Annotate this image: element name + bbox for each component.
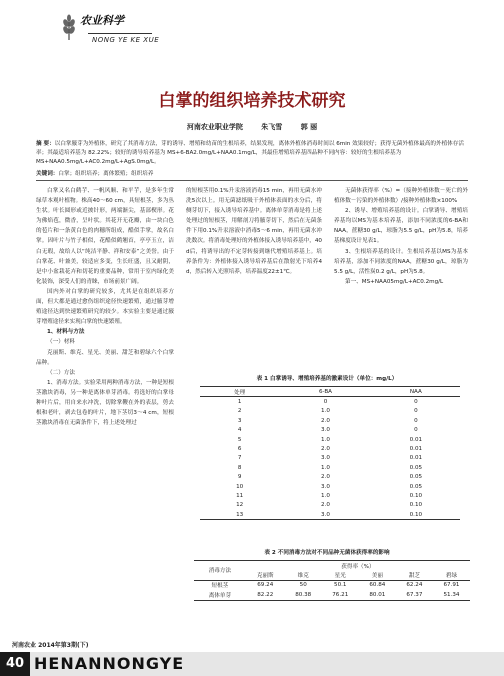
- table-cell: 1: [237, 399, 242, 406]
- table-cell: 短根茎: [211, 583, 229, 590]
- table-cell: 0.10: [409, 492, 423, 499]
- table-2-caption: 表 2 不同消毒方法对不同品种无菌体获得率的影响: [264, 550, 390, 556]
- table-header: 获得率（%）: [246, 561, 470, 571]
- table-cell: 3.0: [321, 483, 330, 490]
- table-header: 甜芝: [396, 570, 433, 580]
- table-cell: 50.1: [334, 582, 347, 589]
- wheat-icon: [60, 14, 78, 40]
- table-cell: 2.0: [321, 502, 330, 509]
- table-header: 克丽斯: [246, 570, 285, 580]
- table-cell: 10: [236, 483, 244, 490]
- subsection-heading: （一）材料: [47, 339, 75, 346]
- paragraph: 白掌又名白鹤芋、一帆风顺、和平芋，是多年生常绿草本观叶植物。株高40～60 cm，具短根茎，多为丛生状。叶长圆形或近披针形，两端渐尖，基部楔形。花为佛焰苞，微香，呈叶状。其花开无花瓣，由一块白色的苞片和一条黄白色的肉穗所组成，酷似手掌，故名白掌。因叶片与竹子相似，花酷似鹤翘首，亭亭玉立，洁白无瑕，故给人以“纯洁平静、祥和安泰”之美誉。由于白掌花、叶兼美，较适应多变，生长旺盛，且又耐阴，是中小盆栽花卉和切花的重要品种，常用于室内绿化美化装饰，深受人们的青睐，市场前景广阔。: [36, 188, 174, 285]
- author-line: [0, 122, 504, 132]
- table-cell: 2.0: [321, 474, 330, 481]
- keywords-label: 关键词：: [36, 171, 59, 177]
- table-cell: 82.22: [246, 590, 285, 600]
- table-cell: 3.0: [279, 510, 371, 520]
- table-1-caption: 表 1 白掌诱导、增殖培养基的激素设计（单位：mg/L）: [256, 376, 398, 382]
- table-row: [200, 482, 460, 491]
- table-row: [200, 501, 460, 510]
- table-cell: 60.84: [369, 582, 386, 589]
- table-cell: 0: [323, 399, 328, 406]
- table-cell: 2.0: [321, 446, 330, 453]
- table-row: [200, 491, 460, 500]
- section-name: 农业科学: [80, 14, 124, 27]
- keywords-text: 白掌；组织培养；离体繁殖；组织培养: [58, 171, 154, 177]
- table-row: [200, 416, 460, 425]
- table-cell: 7: [237, 455, 242, 462]
- paragraph: 无菌体获得率（%）=（接种外植体数－死亡的外植体数－污染的外植体数）/接种外植体数×100%: [334, 188, 468, 205]
- table-cell: 2: [237, 408, 242, 415]
- table-row: [200, 435, 460, 444]
- paragraph: 1、消毒方法。实验采用两种消毒方法，一种是短根茎激块消毒，另一种是离体单芽消毒。将选好的白掌母种叶片后，用自来水冲洗，切除掌鞭在外的表层，剪去根和老叶，剥去包卷的叶片，地下茎切3～4 cm，短根茎激块消毒在无菌条件下，将上述处理过: [36, 379, 174, 427]
- abstract-label: 摘 要：: [36, 141, 55, 147]
- table-1: [200, 386, 460, 520]
- table-cell: 0.05: [409, 483, 423, 490]
- table-cell: 1.0: [321, 464, 330, 471]
- table-header: 消毒方法: [194, 561, 246, 581]
- table-cell: 3.0: [321, 455, 330, 462]
- paragraph: 2、诱导、增殖培养基的设计。白掌诱导、增殖培养基均以MS为基本培养基，添加不同浓度的6-BA和NAA，蔗糖30 g/L，琼脂为5.5 g/L，pH为5.8，培养基梯度设计见表1。: [334, 208, 468, 245]
- table-row: [200, 473, 460, 482]
- table-cell: 3: [237, 417, 242, 424]
- table-header: 维克: [285, 570, 322, 580]
- subsection-heading: （二）方法: [47, 369, 75, 376]
- table-header: 美丽: [359, 570, 396, 580]
- table-cell: 0.05: [409, 464, 423, 471]
- table-cell: 4: [237, 427, 242, 434]
- table-cell: 5: [237, 436, 242, 443]
- table-cell: 80.01: [359, 590, 396, 600]
- table-header: 星光: [322, 570, 359, 580]
- table-cell: 50: [299, 582, 307, 589]
- column-2: [186, 186, 322, 277]
- affiliation: 河南农业职业学院: [186, 123, 243, 131]
- table-row: [200, 407, 460, 416]
- paragraph: 克丽斯、维克、星光、美丽、甜芝和碧绿六个白掌品种。: [36, 349, 174, 366]
- journal-issue: 河南农业 2014年第3期(下): [12, 642, 89, 649]
- table-cell: 11: [236, 492, 244, 499]
- table-row: [194, 580, 470, 590]
- table-cell: 0.05: [409, 474, 423, 481]
- table-cell: 1.0: [321, 436, 330, 443]
- table-cell: 0: [414, 408, 418, 415]
- abstract-text: 以白掌腋芽为外植体，研究了其消毒方法，芽的诱导、增殖和幼苗的生根培养，结果发现，离体外植体消毒时间以 6min 效果较好；获得无菌外植体最高的外植体存活率；其最适培养基为 82.22%；较好的诱导培养基为 MS+6-BA2.0mg/L+NAA0.1mg/L，其最佳增殖培养基四品种不同内容：较好的生根培养基为 MS+NAA0.5mg/L+AC0.2mg/L+AgS.0mg/L。: [36, 141, 464, 165]
- table-header: 6-BA: [279, 387, 371, 397]
- table-cell: 67.37: [396, 590, 433, 600]
- table-cell: 0.10: [372, 510, 460, 520]
- table-cell: 12: [236, 502, 244, 509]
- table-header: 处理: [200, 387, 279, 397]
- table-cell: 69.24: [257, 582, 274, 589]
- author-name: 郭 丽: [300, 123, 318, 131]
- table-row: [194, 590, 470, 600]
- table-header: NAA: [372, 387, 460, 397]
- table-cell: 0: [414, 427, 418, 434]
- table-row: [200, 426, 460, 435]
- table-cell: 离体单芽: [194, 590, 246, 600]
- table-cell: 0.01: [409, 455, 423, 462]
- divider: [36, 180, 468, 181]
- table-2: [194, 560, 470, 601]
- abstract: [36, 140, 468, 167]
- paragraph: 3、生根培养基的设计。生根培养基以MS为基本培养基，添加不同浓度的NAA，蔗糖30 g/L，琼脂为5.5 g/L，活性炭0.2 g/L，pH为5.8。: [334, 248, 468, 275]
- journal-brand: HENANNONGYE: [34, 654, 185, 673]
- header-divider: [88, 33, 152, 34]
- paragraph: 的短根茎用0.1%升汞溶液消毒15 min，再用无菌水冲洗5次以上。用无菌滤纸吸干外植体表面的水分后，将侧芽切下，接入诱导培养基中。离体单芽消毒是将上述处理过的短根茎，用解剖刀将腋芽切下，然后在无菌条件下用0.1%升汞溶液中消毒5～6 min，再用无菌水冲洗数次。将消毒处理好的外植体接入诱导培养基中，40 d后，将诱导出的不定芽转接到继代增殖培养基上。培养条件为：外植体接入诱导培养基后在散射光下培养4 d，然后转入光照培养，培养温度22±1℃。: [186, 188, 322, 275]
- table-header: 碧绿: [433, 570, 470, 580]
- table-cell: 80.38: [285, 590, 322, 600]
- table-row: [200, 463, 460, 472]
- table-cell: 1.0: [321, 408, 330, 415]
- paragraph: 国内外对白掌的研究较多，尤其是在组织培养方面，但大都是通过愈伤组织途径快速繁殖，通过腋芽增殖途径达到快速繁殖研究的较少。本实验主要是通过腋芽增殖途径来实现白掌的快速繁殖。: [36, 288, 174, 326]
- table-cell: 9: [237, 474, 242, 481]
- section-name-pinyin: NONG YE KE XUE: [92, 36, 160, 44]
- table-row: [200, 397, 460, 407]
- table-cell: 0.01: [409, 446, 423, 453]
- section-header: [0, 0, 504, 52]
- column-1: [36, 186, 174, 428]
- keywords: [36, 169, 468, 177]
- table-cell: 1.0: [321, 492, 330, 499]
- table-row: [200, 454, 460, 463]
- table-cell: 0: [414, 399, 418, 406]
- column-3: [334, 186, 468, 287]
- table-cell: 8: [237, 464, 242, 471]
- table-cell: 0: [414, 417, 418, 424]
- table-cell: 2.0: [321, 417, 330, 424]
- table-cell: 3.0: [321, 427, 330, 434]
- table-cell: 13: [200, 510, 279, 520]
- page-number: 40: [0, 652, 30, 676]
- paragraph: 第一、MS+NAA05mg/L+AC0.2mg/L: [345, 278, 444, 285]
- table-cell: 0.01: [409, 436, 423, 443]
- author-name: 朱飞雪: [261, 123, 283, 131]
- table-cell: 62.24: [406, 582, 423, 589]
- table-cell: 51.34: [433, 590, 470, 600]
- table-cell: 76.21: [322, 590, 359, 600]
- table-row: [200, 444, 460, 453]
- table-cell: 0.10: [409, 502, 423, 509]
- section-heading: 1、材料与方法: [47, 329, 85, 336]
- table-cell: 6: [237, 446, 242, 453]
- table-cell: 67.91: [443, 582, 460, 589]
- table-row: [200, 510, 460, 520]
- article-title: 白掌的组织培养技术研究: [158, 91, 346, 111]
